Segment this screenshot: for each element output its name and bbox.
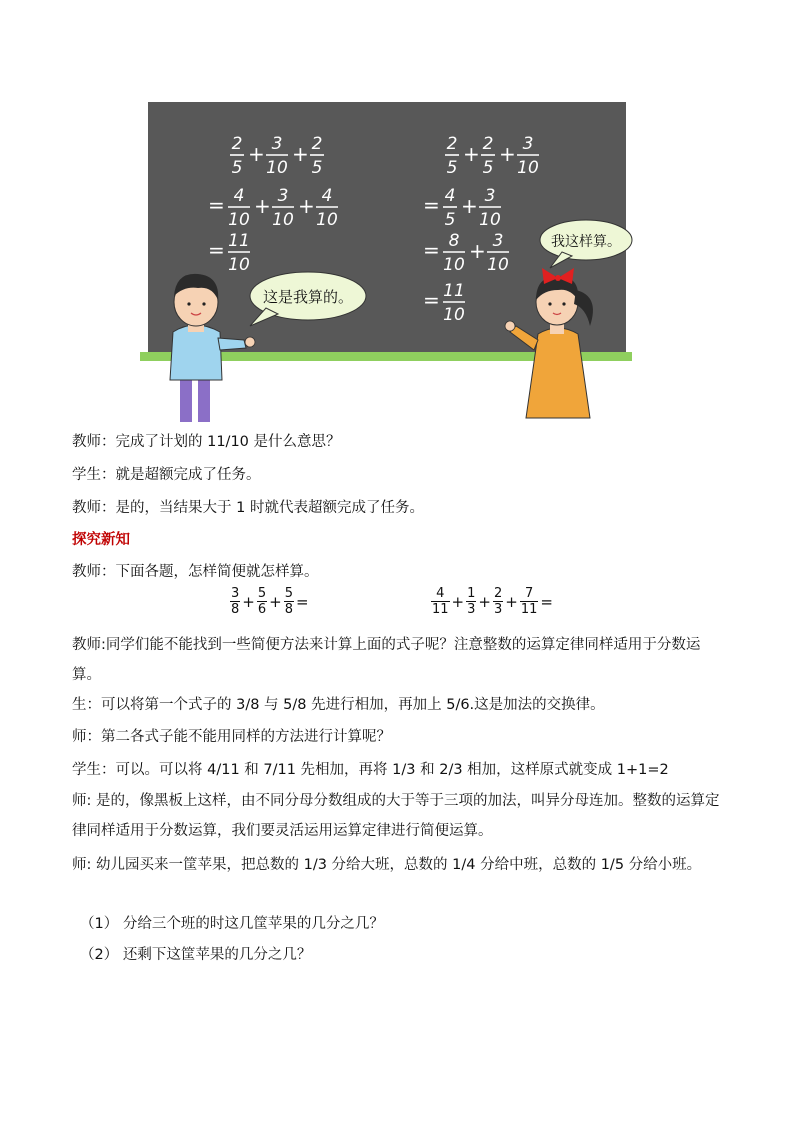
chalk-numerator: 3	[492, 231, 504, 251]
chalk-numerator: 4	[444, 186, 456, 206]
numerator: 3	[231, 586, 240, 601]
girl-speech-text: 我这样算。	[551, 234, 621, 250]
chalk-plus: +	[463, 142, 480, 166]
denominator: 8	[231, 602, 240, 617]
chalk-plus: +	[254, 194, 271, 218]
denominator: 3	[467, 602, 476, 617]
denominator: 3	[493, 602, 503, 617]
chalk-plus: +	[292, 142, 309, 166]
chalk-numerator: 3	[277, 186, 289, 206]
denominator: 6	[257, 602, 267, 617]
numerator: 5	[284, 586, 293, 601]
chalk-equals: =	[208, 193, 225, 217]
chalk-denominator: 10	[228, 255, 250, 275]
dialogue-student-1: 学生：就是超额完成了任务。	[72, 467, 261, 483]
dialogue-teacher-6: 师: 是的，像黑板上这样，由不同分母分数组成的大于等于三项的加法，叫异分母连加。整数的运算定律同样适用于分数运算，我们要灵活运用运算定律进行简便运算。	[72, 793, 720, 839]
numerator: 7	[524, 586, 534, 601]
chalk-plus: +	[298, 194, 315, 218]
chalk-equals: =	[423, 238, 440, 262]
chalk-equals: =	[208, 238, 225, 262]
plus-sign: +	[242, 592, 255, 611]
chalk-numerator: 2	[446, 134, 458, 154]
denominator: 8	[284, 602, 293, 617]
chalk-denominator: 10	[266, 158, 288, 178]
chalk-denominator: 10	[443, 255, 465, 275]
blackboard-svg	[138, 100, 634, 425]
chalk-plus: +	[461, 194, 478, 218]
chalk-numerator: 8	[448, 231, 460, 251]
fraction	[257, 586, 267, 617]
fraction	[466, 586, 476, 617]
chalk-denominator: 10	[479, 210, 501, 230]
chalk-numerator: 4	[321, 186, 333, 206]
question-1: （1） 分给三个班的时这几筐苹果的几分之几？	[80, 916, 384, 932]
chalk-denominator: 5	[444, 210, 456, 230]
dialogue-teacher-1: 教师：完成了计划的 11/10 是什么意思？	[72, 434, 341, 450]
fraction	[493, 586, 503, 617]
chalk-numerator: 4	[233, 186, 245, 206]
plus-sign: +	[269, 592, 282, 611]
chalk-denominator: 10	[487, 255, 509, 275]
numerator: 2	[493, 586, 503, 601]
denominator: 11	[520, 602, 538, 617]
plus-sign: +	[451, 592, 465, 611]
chalk-equals: =	[423, 193, 440, 217]
chalk-numerator: 3	[484, 186, 496, 206]
dialogue-teacher-3: 教师：下面各题，怎样简便就怎样算。	[72, 564, 319, 580]
plus-sign: +	[478, 592, 491, 611]
dialogue-teacher-7: 师: 幼儿园买来一筐苹果，把总数的 1/3 分给大班，总数的 1/4 分给中班，总数的 1/5 分给小班。	[72, 857, 702, 873]
chalk-numerator: 2	[482, 134, 494, 154]
chalk-denominator: 10	[316, 210, 338, 230]
boy-speech-text: 这是我算的。	[262, 288, 354, 306]
chalk-numerator: 3	[271, 134, 283, 154]
fraction	[284, 586, 294, 617]
dialogue-teacher-4: 教师:同学们能不能找到一些简便方法来计算上面的式子呢？注意整数的运算定律同样适用于分数运算。	[72, 637, 701, 683]
expression-2	[430, 586, 554, 617]
question-2: （2） 还剩下这筐苹果的几分之几？	[80, 947, 312, 963]
equals-sign: =	[540, 592, 553, 611]
chalk-numerator: 2	[311, 134, 323, 154]
fraction	[520, 586, 539, 617]
dialogue-student-3: 学生：可以。可以将 4/11 和 7/11 先相加，再将 1/3 和 2/3 相加，这样原式就变成 1+1=2	[72, 762, 669, 778]
numerator: 5	[257, 586, 267, 601]
chalk-numerator: 11	[228, 231, 250, 251]
fraction	[230, 586, 240, 617]
blackboard-illustration	[138, 100, 634, 425]
plus-sign: +	[505, 592, 518, 611]
numerator: 4	[436, 586, 445, 601]
chalk-denominator: 5	[231, 158, 243, 178]
chalk-denominator: 10	[443, 305, 465, 325]
equals-sign: =	[296, 592, 309, 611]
dialogue-teacher-2: 教师：是的，当结果大于 1 时就代表超额完成了任务。	[72, 500, 424, 516]
chalk-denominator: 10	[228, 210, 250, 230]
denominator: 11	[432, 602, 449, 617]
chalk-denominator: 5	[482, 158, 494, 178]
chalk-plus: +	[499, 142, 516, 166]
dialogue-student-2: 生：可以将第一个式子的 3/8 与 5/8 先进行相加，再加上 5/6.这是加法的交换律。	[72, 697, 605, 713]
chalk-plus: +	[248, 142, 265, 166]
chalk-denominator: 10	[272, 210, 294, 230]
chalk-denominator: 10	[517, 158, 539, 178]
numerator: 1	[467, 586, 476, 601]
chalk-denominator: 5	[446, 158, 458, 178]
expression-1	[229, 586, 310, 617]
chalk-equals: =	[423, 288, 440, 312]
dialogue-teacher-5: 师：第二各式子能不能用同样的方法进行计算呢？	[72, 729, 391, 745]
fraction	[431, 586, 450, 617]
chalk-numerator: 2	[231, 134, 243, 154]
chalk-plus: +	[469, 239, 486, 263]
chalk-denominator: 5	[311, 158, 323, 178]
section-heading: 探究新知	[72, 532, 130, 548]
chalk-numerator: 11	[443, 281, 465, 301]
chalk-numerator: 3	[522, 134, 534, 154]
